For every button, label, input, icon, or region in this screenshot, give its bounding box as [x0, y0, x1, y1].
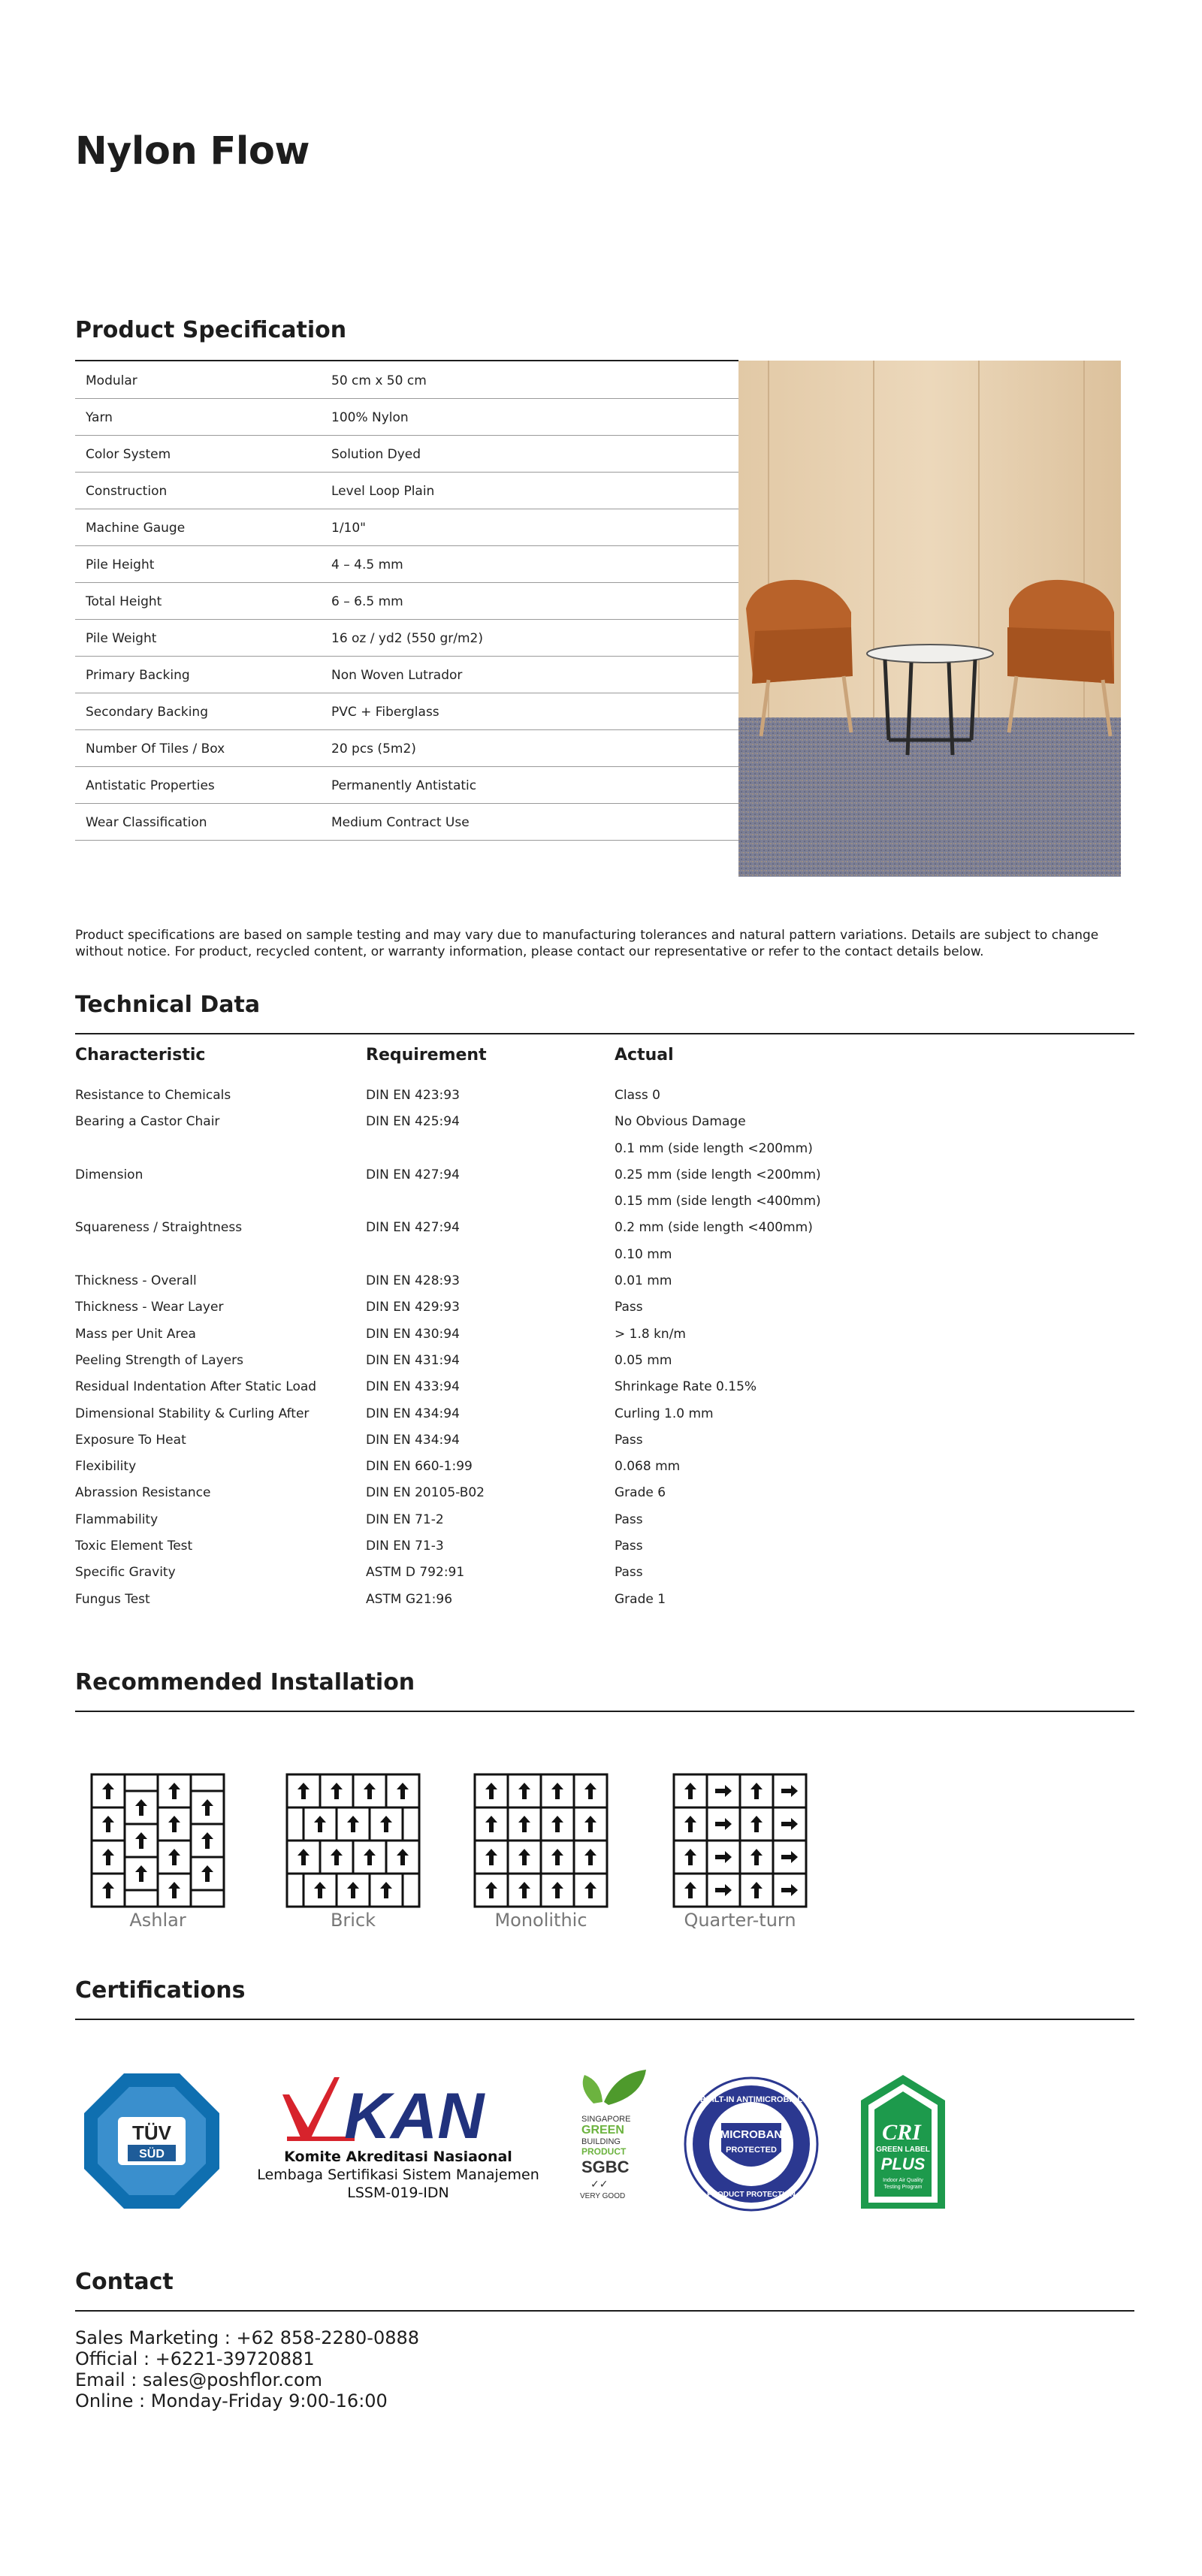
tech-row	[75, 1167, 1134, 1194]
install-label: Ashlar	[129, 1910, 186, 1931]
cri-mark: CRI	[882, 2120, 921, 2145]
tech-row	[75, 1512, 1134, 1539]
spec-value: 6 – 6.5 mm	[331, 594, 403, 609]
tech-row	[75, 1592, 1134, 1618]
spec-title: Product Specification	[75, 317, 347, 343]
microban-top-text: BUILT-IN ANTIMICROBIAL	[699, 2095, 803, 2104]
spec-row	[75, 546, 738, 583]
actual-cell: 0.2 mm (side length <400mm)	[615, 1220, 813, 1236]
install-quarter-turn	[669, 1773, 811, 1931]
spec-row	[75, 804, 738, 841]
spec-table	[75, 362, 738, 841]
tech-row	[75, 1194, 1134, 1220]
disclaimer-note: Product specifications are based on sample testing and may vary due to manufacturing tolerances and natural pattern variations. Details are subject to change without notice. For product, recycled content, or warranty information, please contact our representative or refer to the contact details below.	[75, 928, 1099, 959]
tech-rule	[75, 1033, 1134, 1034]
requirement-cell: DIN EN 430:94	[366, 1326, 460, 1342]
spec-rule	[75, 360, 738, 361]
header-requirement: Requirement	[366, 1046, 487, 1065]
contact-sales: Sales Marketing : +62 858-2280-0888	[75, 2327, 420, 2348]
contact-hours: Online : Monday-Friday 9:00-16:00	[75, 2390, 388, 2411]
install-diagram-icon	[672, 1773, 808, 1908]
spec-row	[75, 509, 738, 546]
actual-cell: Pass	[615, 1432, 643, 1448]
certs-rule	[75, 2019, 1134, 2020]
spec-key: Construction	[86, 484, 168, 499]
actual-cell: 0.10 mm	[615, 1246, 672, 1262]
tech-row	[75, 1220, 1134, 1246]
spec-row	[75, 473, 738, 509]
spec-row	[75, 399, 738, 436]
product-photo	[738, 361, 1121, 877]
characteristic-cell: Squareness / Straightness	[75, 1220, 243, 1236]
characteristic-cell: Thickness - Overall	[75, 1273, 197, 1289]
kan-line-1: Komite Akreditasi Nasiaonal	[284, 2149, 512, 2165]
actual-cell: 0.068 mm	[615, 1459, 681, 1475]
requirement-cell: DIN EN 434:94	[366, 1432, 460, 1448]
characteristic-cell: Thickness - Wear Layer	[75, 1300, 224, 1315]
tech-row	[75, 1300, 1134, 1326]
contact-details	[75, 2327, 419, 2411]
spec-key: Total Height	[86, 594, 162, 609]
header-actual: Actual	[615, 1046, 674, 1065]
characteristic-cell: Flexibility	[75, 1459, 137, 1475]
spec-key: Wear Classification	[86, 815, 207, 830]
actual-cell: Pass	[615, 1539, 643, 1554]
cri-green-label: GREEN LABEL	[876, 2146, 930, 2154]
actual-cell: Pass	[615, 1300, 643, 1315]
tech-row	[75, 1247, 1134, 1273]
spec-key: Color System	[86, 447, 171, 462]
requirement-cell: ASTM D 792:91	[366, 1565, 465, 1581]
requirement-cell: DIN EN 71-2	[366, 1511, 444, 1527]
tuv-sud-logo	[84, 2073, 219, 2212]
spec-row	[75, 362, 738, 399]
sgbc-logo	[571, 2066, 654, 2212]
tech-row	[75, 1379, 1134, 1406]
spec-row	[75, 436, 738, 473]
characteristic-cell: Fungus Test	[75, 1591, 150, 1607]
actual-cell: 0.1 mm (side length <200mm)	[615, 1140, 813, 1156]
install-diagram-icon	[90, 1773, 225, 1908]
spec-value: 100% Nylon	[331, 410, 409, 425]
sgbc-rating: VERY GOOD	[580, 2192, 626, 2200]
room-photo-image	[738, 361, 1121, 877]
spec-key: Secondary Backing	[86, 705, 208, 720]
spec-value: 1/10"	[331, 521, 366, 536]
tuv-text: TÜV	[132, 2122, 171, 2144]
install-label: Quarter-turn	[684, 1910, 796, 1931]
certs-title: Certifications	[75, 1977, 246, 2004]
contact-official: Official : +6221-39720881	[75, 2348, 315, 2369]
sud-text: SÜD	[139, 2148, 165, 2161]
characteristic-cell: Abrassion Resistance	[75, 1485, 211, 1501]
actual-cell: 0.15 mm (side length <400mm)	[615, 1194, 821, 1209]
spec-value: Solution Dyed	[331, 447, 421, 462]
tech-row	[75, 1433, 1134, 1459]
install-diagram-icon	[473, 1773, 609, 1908]
requirement-cell: DIN EN 427:94	[366, 1167, 460, 1182]
actual-cell: 0.25 mm (side length <200mm)	[615, 1167, 821, 1182]
requirement-cell: DIN EN 660-1:99	[366, 1459, 473, 1475]
requirement-cell: DIN EN 434:94	[366, 1406, 460, 1421]
spec-key: Antistatic Properties	[86, 778, 215, 793]
page-title: Nylon Flow	[75, 129, 310, 174]
tech-row	[75, 1114, 1134, 1140]
cri-caption-2: Testing Program	[883, 2185, 923, 2190]
kan-logo	[255, 2073, 541, 2216]
install-label: Brick	[330, 1910, 376, 1931]
cri-caption-1: Indoor Air Quality	[883, 2178, 923, 2183]
spec-value: Non Woven Lutrador	[331, 668, 463, 683]
characteristic-cell: Specific Gravity	[75, 1565, 176, 1581]
kan-line-2: Lembaga Sertifikasi Sistem Manajemen	[257, 2167, 539, 2183]
spec-key: Machine Gauge	[86, 521, 186, 536]
spec-key: Pile Weight	[86, 631, 157, 646]
sgbc-building: BUILDING	[581, 2137, 621, 2146]
spec-row	[75, 730, 738, 767]
actual-cell: 0.05 mm	[615, 1352, 672, 1368]
characteristic-cell: Flammability	[75, 1511, 159, 1527]
spec-key: Yarn	[86, 410, 113, 425]
cri-plus: PLUS	[880, 2155, 926, 2173]
sgbc-singapore: SINGAPORE	[581, 2115, 631, 2124]
header-characteristic: Characteristic	[75, 1046, 206, 1065]
contact-title: Contact	[75, 2269, 174, 2295]
spec-row	[75, 767, 738, 804]
tech-table	[75, 1088, 1134, 1618]
actual-cell: Pass	[615, 1565, 643, 1581]
spec-key: Primary Backing	[86, 668, 190, 683]
actual-cell: Curling 1.0 mm	[615, 1406, 714, 1421]
requirement-cell: DIN EN 425:94	[366, 1114, 460, 1130]
requirement-cell: DIN EN 428:93	[366, 1273, 460, 1289]
certification-logos	[75, 2066, 1134, 2216]
install-brick	[282, 1773, 424, 1931]
actual-cell: Class 0	[615, 1088, 660, 1103]
install-title: Recommended Installation	[75, 1669, 415, 1696]
requirement-cell: DIN EN 20105-B02	[366, 1485, 485, 1501]
actual-cell: Shrinkage Rate 0.15%	[615, 1379, 757, 1395]
tech-title: Technical Data	[75, 992, 261, 1018]
sgbc-green: GREEN	[581, 2124, 624, 2137]
kan-line-3: LSSM-019-IDN	[347, 2185, 449, 2201]
install-rule	[75, 1711, 1134, 1712]
spec-value: 16 oz / yd2 (550 gr/m2)	[331, 631, 483, 646]
contact-rule	[75, 2310, 1134, 2312]
spec-value: Permanently Antistatic	[331, 778, 477, 793]
actual-cell: Pass	[615, 1511, 643, 1527]
microban-bottom-text: PRODUCT PROTECTION	[707, 2191, 796, 2199]
microban-mark: MICROBAN	[720, 2128, 783, 2141]
sgbc-product: PRODUCT	[581, 2146, 627, 2157]
spec-key: Number Of Tiles / Box	[86, 741, 225, 756]
cri-green-label-plus-logo	[859, 2073, 947, 2213]
tech-row	[75, 1327, 1134, 1353]
spec-value: 50 cm x 50 cm	[331, 373, 427, 388]
tech-row	[75, 1565, 1134, 1591]
spec-row	[75, 657, 738, 693]
spec-value: Level Loop Plain	[331, 484, 435, 499]
requirement-cell: DIN EN 71-3	[366, 1539, 444, 1554]
tech-row	[75, 1539, 1134, 1565]
requirement-cell: DIN EN 433:94	[366, 1379, 460, 1395]
tech-row	[75, 1485, 1134, 1511]
characteristic-cell: Mass per Unit Area	[75, 1326, 196, 1342]
characteristic-cell: Peeling Strength of Layers	[75, 1352, 243, 1368]
microban-logo	[684, 2076, 819, 2215]
actual-cell: Grade 1	[615, 1591, 666, 1607]
sgbc-mark: SGBC	[581, 2158, 630, 2176]
tech-row	[75, 1273, 1134, 1300]
svg-text:✓✓: ✓✓	[590, 2179, 609, 2191]
spec-row	[75, 620, 738, 657]
tech-row	[75, 1353, 1134, 1379]
characteristic-cell: Dimension	[75, 1167, 143, 1182]
actual-cell: Grade 6	[615, 1485, 666, 1501]
kan-mark: KAN	[344, 2080, 485, 2149]
requirement-cell: DIN EN 427:94	[366, 1220, 460, 1236]
install-label: Monolithic	[494, 1910, 587, 1931]
requirement-cell: DIN EN 431:94	[366, 1352, 460, 1368]
spec-value: PVC + Fiberglass	[331, 705, 439, 720]
install-ashlar	[86, 1773, 229, 1931]
characteristic-cell: Dimensional Stability & Curling After	[75, 1406, 310, 1421]
spec-row	[75, 693, 738, 730]
spec-value: 20 pcs (5m2)	[331, 741, 416, 756]
characteristic-cell: Bearing a Castor Chair	[75, 1114, 220, 1130]
tech-row	[75, 1459, 1134, 1485]
spec-value: 4 – 4.5 mm	[331, 557, 403, 572]
characteristic-cell: Resistance to Chemicals	[75, 1088, 231, 1103]
requirement-cell: DIN EN 423:93	[366, 1088, 460, 1103]
microban-protected: PROTECTED	[726, 2146, 777, 2155]
spec-key: Modular	[86, 373, 137, 388]
actual-cell: 0.01 mm	[615, 1273, 672, 1289]
install-methods	[86, 1773, 838, 1931]
characteristic-cell: Exposure To Heat	[75, 1432, 186, 1448]
requirement-cell: DIN EN 429:93	[366, 1300, 460, 1315]
contact-email: Email : sales@poshflor.com	[75, 2369, 323, 2390]
characteristic-cell: Residual Indentation After Static Load	[75, 1379, 317, 1395]
install-monolithic	[470, 1773, 612, 1931]
tech-row	[75, 1088, 1134, 1114]
spec-row	[75, 583, 738, 620]
install-diagram-icon	[285, 1773, 421, 1908]
spec-value: Medium Contract Use	[331, 815, 470, 830]
tech-row	[75, 1406, 1134, 1433]
characteristic-cell: Toxic Element Test	[75, 1539, 193, 1554]
spec-key: Pile Height	[86, 557, 155, 572]
tech-row	[75, 1141, 1134, 1167]
actual-cell: No Obvious Damage	[615, 1114, 746, 1130]
actual-cell: > 1.8 kn/m	[615, 1326, 686, 1342]
requirement-cell: ASTM G21:96	[366, 1591, 453, 1607]
